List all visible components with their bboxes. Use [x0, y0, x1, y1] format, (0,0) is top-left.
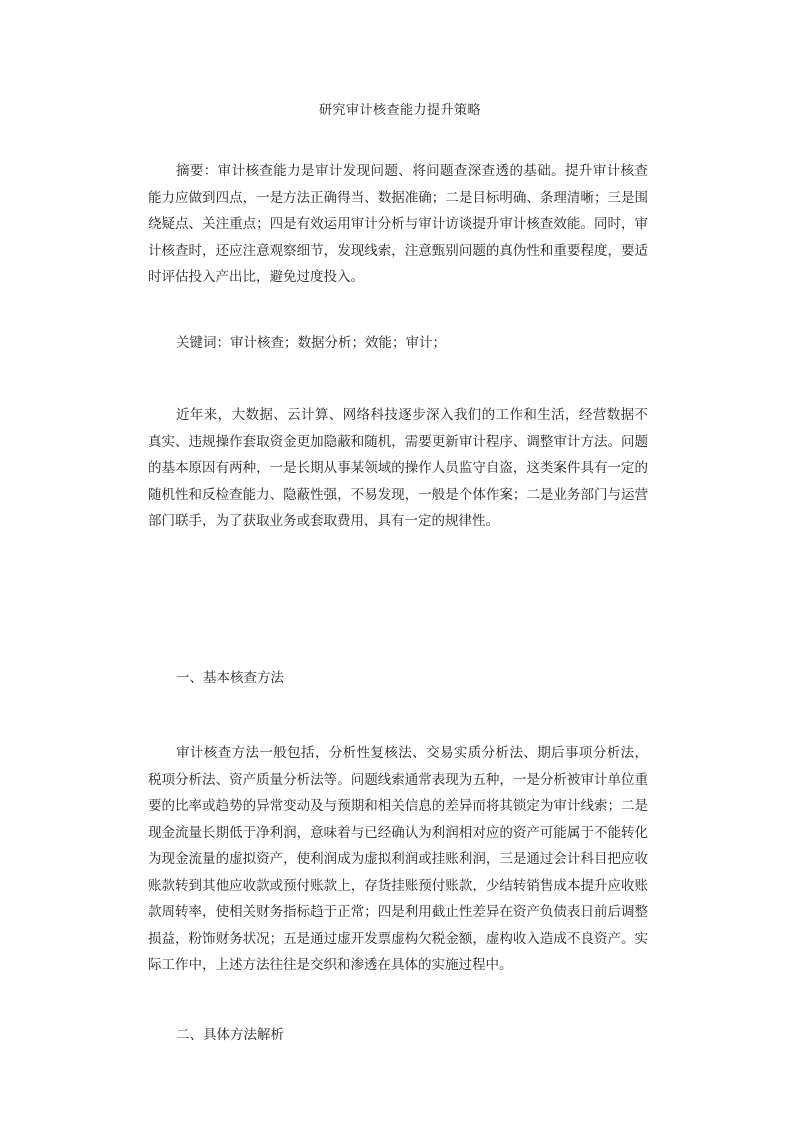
abstract-paragraph: 摘要：审计核查能力是审计发现问题、将问题查深查透的基础。提升审计核查能力应做到四点，一是方法正确得当、数据准确；二是目标明确、条理清晰；三是围绕疑点、关注重点；四是有效运用审计分析与审计访谈提升审计核查效能。同时，审计核查时，还应注意观察细节，发现线索，注意甄别问题的真伪性和重要程度，要适时评估投入产出比，避免过度投入。: [148, 163, 648, 285]
section-heading-1: 一、基本核查方法: [176, 670, 284, 686]
keywords-line: 关键词：审计核查；数据分析；效能；审计；: [176, 335, 446, 351]
section-1-paragraph: 审计核查方法一般包括，分析性复核法、交易实质分析法、期后事项分析法，税项分析法、资产质量分析法等。问题线索通常表现为五种，一是分析被审计单位重要的比率或趋势的异常变动及与预期和相关信息的差异而将其锁定为审计线索；二是现金流量长期低于净利润，意味着与已经确认为利润相对应的资产可能属于不能转化为现金流量的虚拟资产，使利润成为虚拟利润或挂账利润，三是通过会计科目把应收账款转到其他应收款或预付账款上，存货挂账预付账款，少结转销售成本提升应收账款周转率，使相关财务指标趋于正常；四是利用截止性差异在资产负债表日前后调整损益，粉饰财务状况；五是通过虚开发票虚构欠税金额，虚构收入造成不良资产。实际工作中，上述方法往往是交织和渗透在具体的实施过程中。: [148, 745, 648, 973]
intro-paragraph: 近年来，大数据、云计算、网络科技逐步深入我们的工作和生活，经营数据不真实、违规操作套取资金更加隐蔽和随机，需要更新审计程序、调整审计方法。问题的基本原因有两种，一是长期从事某领域的操作人员监守自盗，这类案件具有一定的随机性和反检查能力、隐蔽性强，不易发现，一般是个体作案；二是业务部门与运营部门联手，为了获取业务或套取费用，具有一定的规律性。: [148, 407, 648, 529]
section-heading-2: 二、具体方法解析: [176, 1027, 284, 1043]
document-title: 研究审计核查能力提升策略: [318, 103, 481, 118]
